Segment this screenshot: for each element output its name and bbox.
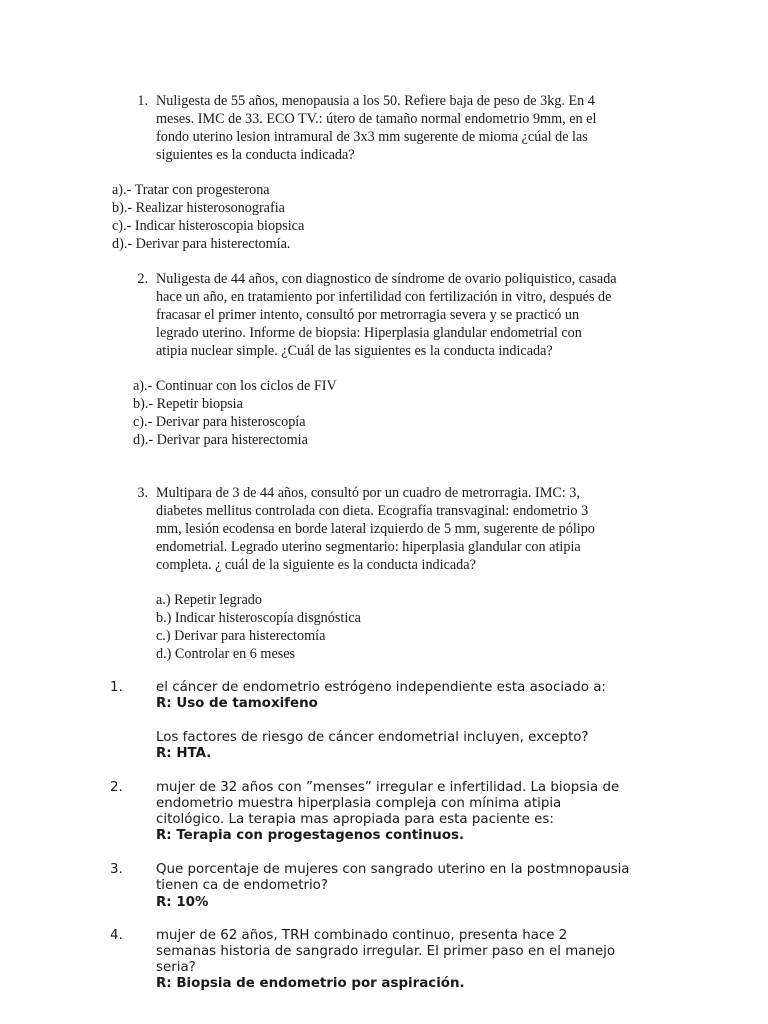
option-d: d).- Derivar para histerectomía. bbox=[112, 236, 291, 252]
question-number: 2. bbox=[137, 271, 148, 287]
question-text-line: legrado uterino. Informe de biopsia: Hiperplasia glandular endometrial con bbox=[156, 325, 582, 341]
item-number: 4. bbox=[110, 928, 123, 943]
question-text-line: mujer de 32 años con ”menses” irregular e infertilidad. La biopsia de bbox=[156, 780, 620, 795]
question-text-line: diabetes mellitus controlada con dieta. Ecografía transvaginal: endometrio 3 bbox=[156, 503, 589, 519]
question-text-line: meses. IMC de 33. ECO TV.: útero de tamaño normal endometrio 9mm, en el bbox=[156, 111, 597, 127]
answer-text: R: Uso de tamoxifeno bbox=[156, 696, 318, 711]
question-text-line: Nuligesta de 55 años, menopausia a los 50. Refiere baja de peso de 3kg. En 4 bbox=[156, 93, 595, 109]
option-a: a).- Continuar con los ciclos de FIV bbox=[133, 378, 337, 394]
question-text-line: citológico. La terapia mas apropiada para esta paciente es: bbox=[156, 812, 554, 827]
question-text-line: Que porcentaje de mujeres con sangrado uterino en la postmnopausia bbox=[156, 862, 630, 877]
question-text-line: siguientes es la conducta indicada? bbox=[156, 147, 355, 163]
option-d: d).- Derivar para histerectomia bbox=[133, 432, 308, 448]
question-text-line: semanas historia de sangrado irregular. El primer paso en el manejo bbox=[156, 944, 616, 959]
question-text: Los factores de riesgo de cáncer endometrial incluyen, excepto? bbox=[156, 730, 589, 745]
option-a: a.) Repetir legrado bbox=[156, 592, 262, 608]
option-a: a).- Tratar con progesterona bbox=[112, 182, 270, 198]
question-text-line: endometrio muestra hiperplasia compleja con mínima atipia bbox=[156, 796, 562, 811]
option-c: c).- Derivar para histeroscopía bbox=[133, 414, 306, 430]
question-text-line: completa. ¿ cuál de la siguiente es la conducta indicada? bbox=[156, 557, 476, 573]
question-text-line: Multipara de 3 de 44 años, consultó por un cuadro de metrorragia. IMC: 3, bbox=[156, 485, 580, 501]
answer-text: R: Terapia con progestagenos continuos. bbox=[156, 828, 465, 843]
question-number: 1. bbox=[137, 93, 148, 109]
question-text-line: tienen ca de endometrio? bbox=[156, 878, 328, 893]
question-text-line: mm, lesión ecodensa en borde lateral izquierdo de 5 mm, sugerente de pólipo bbox=[156, 521, 595, 537]
answer-text: R: HTA. bbox=[156, 746, 212, 761]
question-text-line: endometrial. Legrado uterino segmentario: hiperplasia glandular con atipia bbox=[156, 539, 581, 555]
question-number: 3. bbox=[137, 485, 148, 501]
option-c: c).- Indicar histeroscopia biopsica bbox=[112, 218, 305, 234]
option-b: b).- Realizar histerosonografia bbox=[112, 200, 285, 216]
question-text-line: mujer de 62 años, TRH combinado continuo, presenta hace 2 bbox=[156, 928, 568, 943]
item-number: 2. bbox=[110, 780, 123, 795]
question-text-line: fracasar el primer intento, consultó por metrorragia severa y se practicó un bbox=[156, 307, 580, 323]
question-text-line: seria? bbox=[156, 960, 196, 975]
question-text-line: hace un año, en tratamiento por infertilidad con fertilización in vitro, después de bbox=[156, 289, 612, 305]
option-d: d.) Controlar en 6 meses bbox=[156, 646, 296, 662]
option-b: b.) Indicar histeroscopía disgnóstica bbox=[156, 610, 361, 626]
question-text-line: fondo uterino lesion intramural de 3x3 mm sugerente de mioma ¿cúal de las bbox=[156, 129, 588, 145]
question-text: el cáncer de endometrio estrógeno independiente esta asociado a: bbox=[156, 680, 606, 695]
answer-text: R: 10% bbox=[156, 895, 209, 910]
item-number: 3. bbox=[110, 862, 123, 877]
question-text-line: atipia nuclear simple. ¿Cuál de las siguientes es la conducta indicada? bbox=[156, 343, 553, 359]
question-text-line: Nuligesta de 44 años, con diagnostico de síndrome de ovario poliquistico, casada bbox=[156, 271, 617, 287]
option-c: c.) Derivar para histerectomía bbox=[156, 628, 326, 644]
item-number: 1. bbox=[110, 680, 123, 695]
answer-text: R: Biopsia de endometrio por aspiración. bbox=[156, 976, 465, 991]
option-b: b).- Repetir biopsia bbox=[133, 396, 243, 412]
